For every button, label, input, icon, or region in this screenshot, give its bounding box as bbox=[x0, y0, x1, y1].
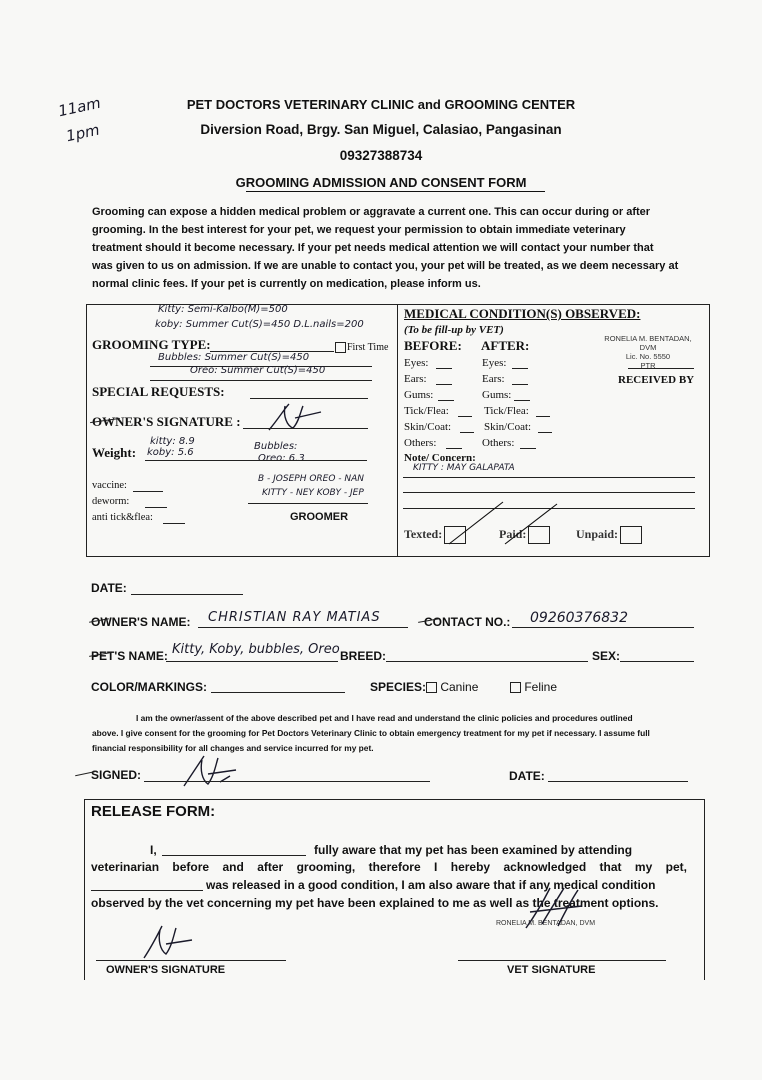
signed-date-label: DATE: bbox=[509, 769, 545, 783]
intro-line: treatment should it become necessary. If your pet needs medical attention we will contact your number that bbox=[92, 242, 654, 254]
consent-line: financial responsibility for all changes and service incurred for my pet. bbox=[92, 743, 374, 753]
before-eyes: Eyes: bbox=[404, 357, 429, 369]
owner-signature-caption: OWNER'S SIGNATURE bbox=[106, 964, 226, 976]
signed-signature bbox=[180, 752, 240, 790]
before-ears: Ears: bbox=[404, 373, 427, 385]
before-gums: Gums: bbox=[404, 389, 434, 401]
vet-stamp bbox=[598, 334, 698, 370]
release-vet-stamp: RONELIA M. BENTADAN, DVM bbox=[496, 920, 596, 927]
vet-stamp-lic: Lic. No. 5550 bbox=[625, 352, 671, 361]
vet-signature-caption: VET SIGNATURE bbox=[507, 964, 596, 976]
after-eyes: Eyes: bbox=[482, 357, 507, 369]
note-concern-label: Note/ Concern: bbox=[404, 452, 476, 464]
form-title: GROOMING ADMISSION AND CONSENT FORM bbox=[235, 175, 527, 190]
vaccine-label: vaccine: bbox=[92, 480, 127, 491]
margin-note-time-out: 1pm bbox=[64, 120, 102, 146]
after-others: Others: bbox=[482, 437, 515, 449]
pets-name-label: PET'S NAME: bbox=[91, 649, 168, 663]
vet-stamp-ptr: PTR bbox=[640, 361, 656, 370]
release-line-1a: I, bbox=[150, 843, 157, 857]
after-ears: Ears: bbox=[482, 373, 505, 385]
unpaid-checkbox[interactable] bbox=[620, 526, 642, 544]
owner-name-value[interactable]: CHRISTIAN RAY MATIAS bbox=[208, 610, 381, 625]
first-time-checkbox[interactable] bbox=[335, 342, 346, 353]
vet-signature-scribble bbox=[520, 884, 590, 934]
consent-line: I am the owner/assent of the above described pet and I have read and understand the clinic policies and procedures outlined bbox=[136, 713, 633, 723]
weight-kitty: kitty: 8.9 bbox=[150, 436, 195, 447]
grooming-entry-koby: koby: Summer Cut(S)=450 D.L.nails=200 bbox=[155, 319, 364, 330]
species-label: SPECIES: bbox=[370, 680, 427, 694]
paid-label: Paid: bbox=[499, 526, 550, 544]
color-markings-label: COLOR/MARKINGS: bbox=[91, 680, 207, 694]
date-label: DATE: bbox=[91, 581, 127, 595]
strike-lines bbox=[445, 496, 565, 548]
contact-label: CONTACT NO.: bbox=[424, 615, 511, 629]
consent-line: above. I give consent for the grooming for Pet Doctors Veterinary Clinic to obtain emergency treatment for my pet if necessary. I assume full bbox=[92, 728, 650, 738]
deworm-label: deworm: bbox=[92, 496, 130, 507]
canine-option[interactable]: Canine bbox=[426, 680, 478, 694]
margin-note-time-in: 11am bbox=[56, 93, 103, 121]
antitick-label: anti tick&flea: bbox=[92, 512, 153, 523]
owner-release-signature bbox=[138, 920, 198, 962]
intro-line: was given to us on admission. If we are unable to contact you, your pet will be treated, as we deem necessary at bbox=[92, 260, 679, 272]
special-requests-label: SPECIAL REQUESTS: bbox=[92, 384, 225, 399]
clinic-address: Diversion Road, Brgy. San Miguel, Calasiao, Pangasinan bbox=[200, 122, 562, 137]
weight-koby: koby: 5.6 bbox=[147, 447, 194, 458]
intro-line: Grooming can expose a hidden medical problem or aggravate a current one. This can occur during or after bbox=[92, 206, 651, 218]
release-line-3: was released in a good condition, I am also aware that if any medical condition bbox=[206, 878, 656, 892]
weight-label: Weight: bbox=[92, 445, 137, 460]
intro-line: normal clinic fees. If your pet is currently on medication, please inform us. bbox=[92, 278, 481, 290]
clinic-phone: 09327388734 bbox=[339, 148, 423, 163]
owner-signature-label: OWNER'S SIGNATURE : bbox=[92, 414, 241, 429]
grooming-entry-kitty: Kitty: Semi-Kalbo(M)=500 bbox=[158, 304, 288, 315]
feline-option[interactable]: Feline bbox=[510, 680, 557, 694]
vet-stamp-name: RONELIA M. BENTADAN, DVM bbox=[604, 334, 692, 352]
release-line-4: observed by the vet concerning my pet have been explained to me as well as the treatment options. bbox=[91, 896, 659, 910]
after-tickflea: Tick/Flea: bbox=[484, 405, 529, 417]
sex-label: SEX: bbox=[592, 649, 621, 663]
weight-bubbles: Bubbles: bbox=[254, 441, 298, 452]
before-others: Others: bbox=[404, 437, 437, 449]
contact-value[interactable]: 09260376832 bbox=[530, 610, 628, 626]
first-time-label: First Time bbox=[347, 342, 389, 353]
signed-label: SIGNED: bbox=[91, 768, 142, 782]
grooming-type-label: GROOMING TYPE: bbox=[92, 337, 211, 352]
owner-name-label: OWNER'S NAME: bbox=[91, 615, 191, 629]
after-gums: Gums: bbox=[482, 389, 512, 401]
consent-paragraph bbox=[92, 711, 704, 756]
unpaid-label: Unpaid: bbox=[576, 526, 642, 544]
feline-checkbox[interactable] bbox=[510, 682, 521, 693]
after-skincoat: Skin/Coat: bbox=[484, 421, 532, 433]
note-concern-value: KITTY : MAY GALAPATA bbox=[413, 463, 515, 473]
release-line-1b: fully aware that my pet has been examined by attending bbox=[314, 843, 633, 857]
grooming-entry-oreo: Oreo: Summer Cut(S)=450 bbox=[190, 365, 326, 376]
groomer-assignment-1: B - JOSEPH OREO - NAN bbox=[258, 474, 365, 484]
release-line-2: veterinarian before and after grooming, therefore I hereby acknowledged that my pet, bbox=[91, 860, 687, 874]
clinic-name: PET DOCTORS VETERINARY CLINIC and GROOMING CENTER bbox=[186, 97, 576, 112]
groomer-label: GROOMER bbox=[290, 511, 349, 523]
release-title: RELEASE FORM: bbox=[91, 803, 216, 820]
intro-paragraph bbox=[92, 203, 704, 293]
before-label: BEFORE: bbox=[404, 338, 462, 353]
medical-title: MEDICAL CONDITION(S) OBSERVED: bbox=[404, 306, 641, 321]
texted-label: Texted: bbox=[404, 526, 466, 544]
before-skincoat: Skin/Coat: bbox=[404, 421, 452, 433]
weight-oreo: Oreo: 6.3 bbox=[258, 453, 305, 464]
received-by-label: RECEIVED BY bbox=[618, 374, 695, 386]
intro-line: grooming. In the best interest for your pet, we request your permission to obtain immediate veterinary bbox=[92, 224, 626, 236]
groomer-assignment-2: KITTY - NEY KOBY - JEP bbox=[262, 488, 364, 498]
pets-name-value[interactable]: Kitty, Koby, bubbles, Oreo bbox=[172, 642, 340, 657]
canine-checkbox[interactable] bbox=[426, 682, 437, 693]
before-tickflea: Tick/Flea: bbox=[404, 405, 449, 417]
box-divider bbox=[397, 304, 398, 557]
breed-label: BREED: bbox=[340, 649, 387, 663]
medical-subtitle: (To be fill-up by VET) bbox=[404, 324, 504, 336]
grooming-entry-bubbles: Bubbles: Summer Cut(S)=450 bbox=[158, 352, 310, 363]
after-label: AFTER: bbox=[481, 338, 530, 353]
